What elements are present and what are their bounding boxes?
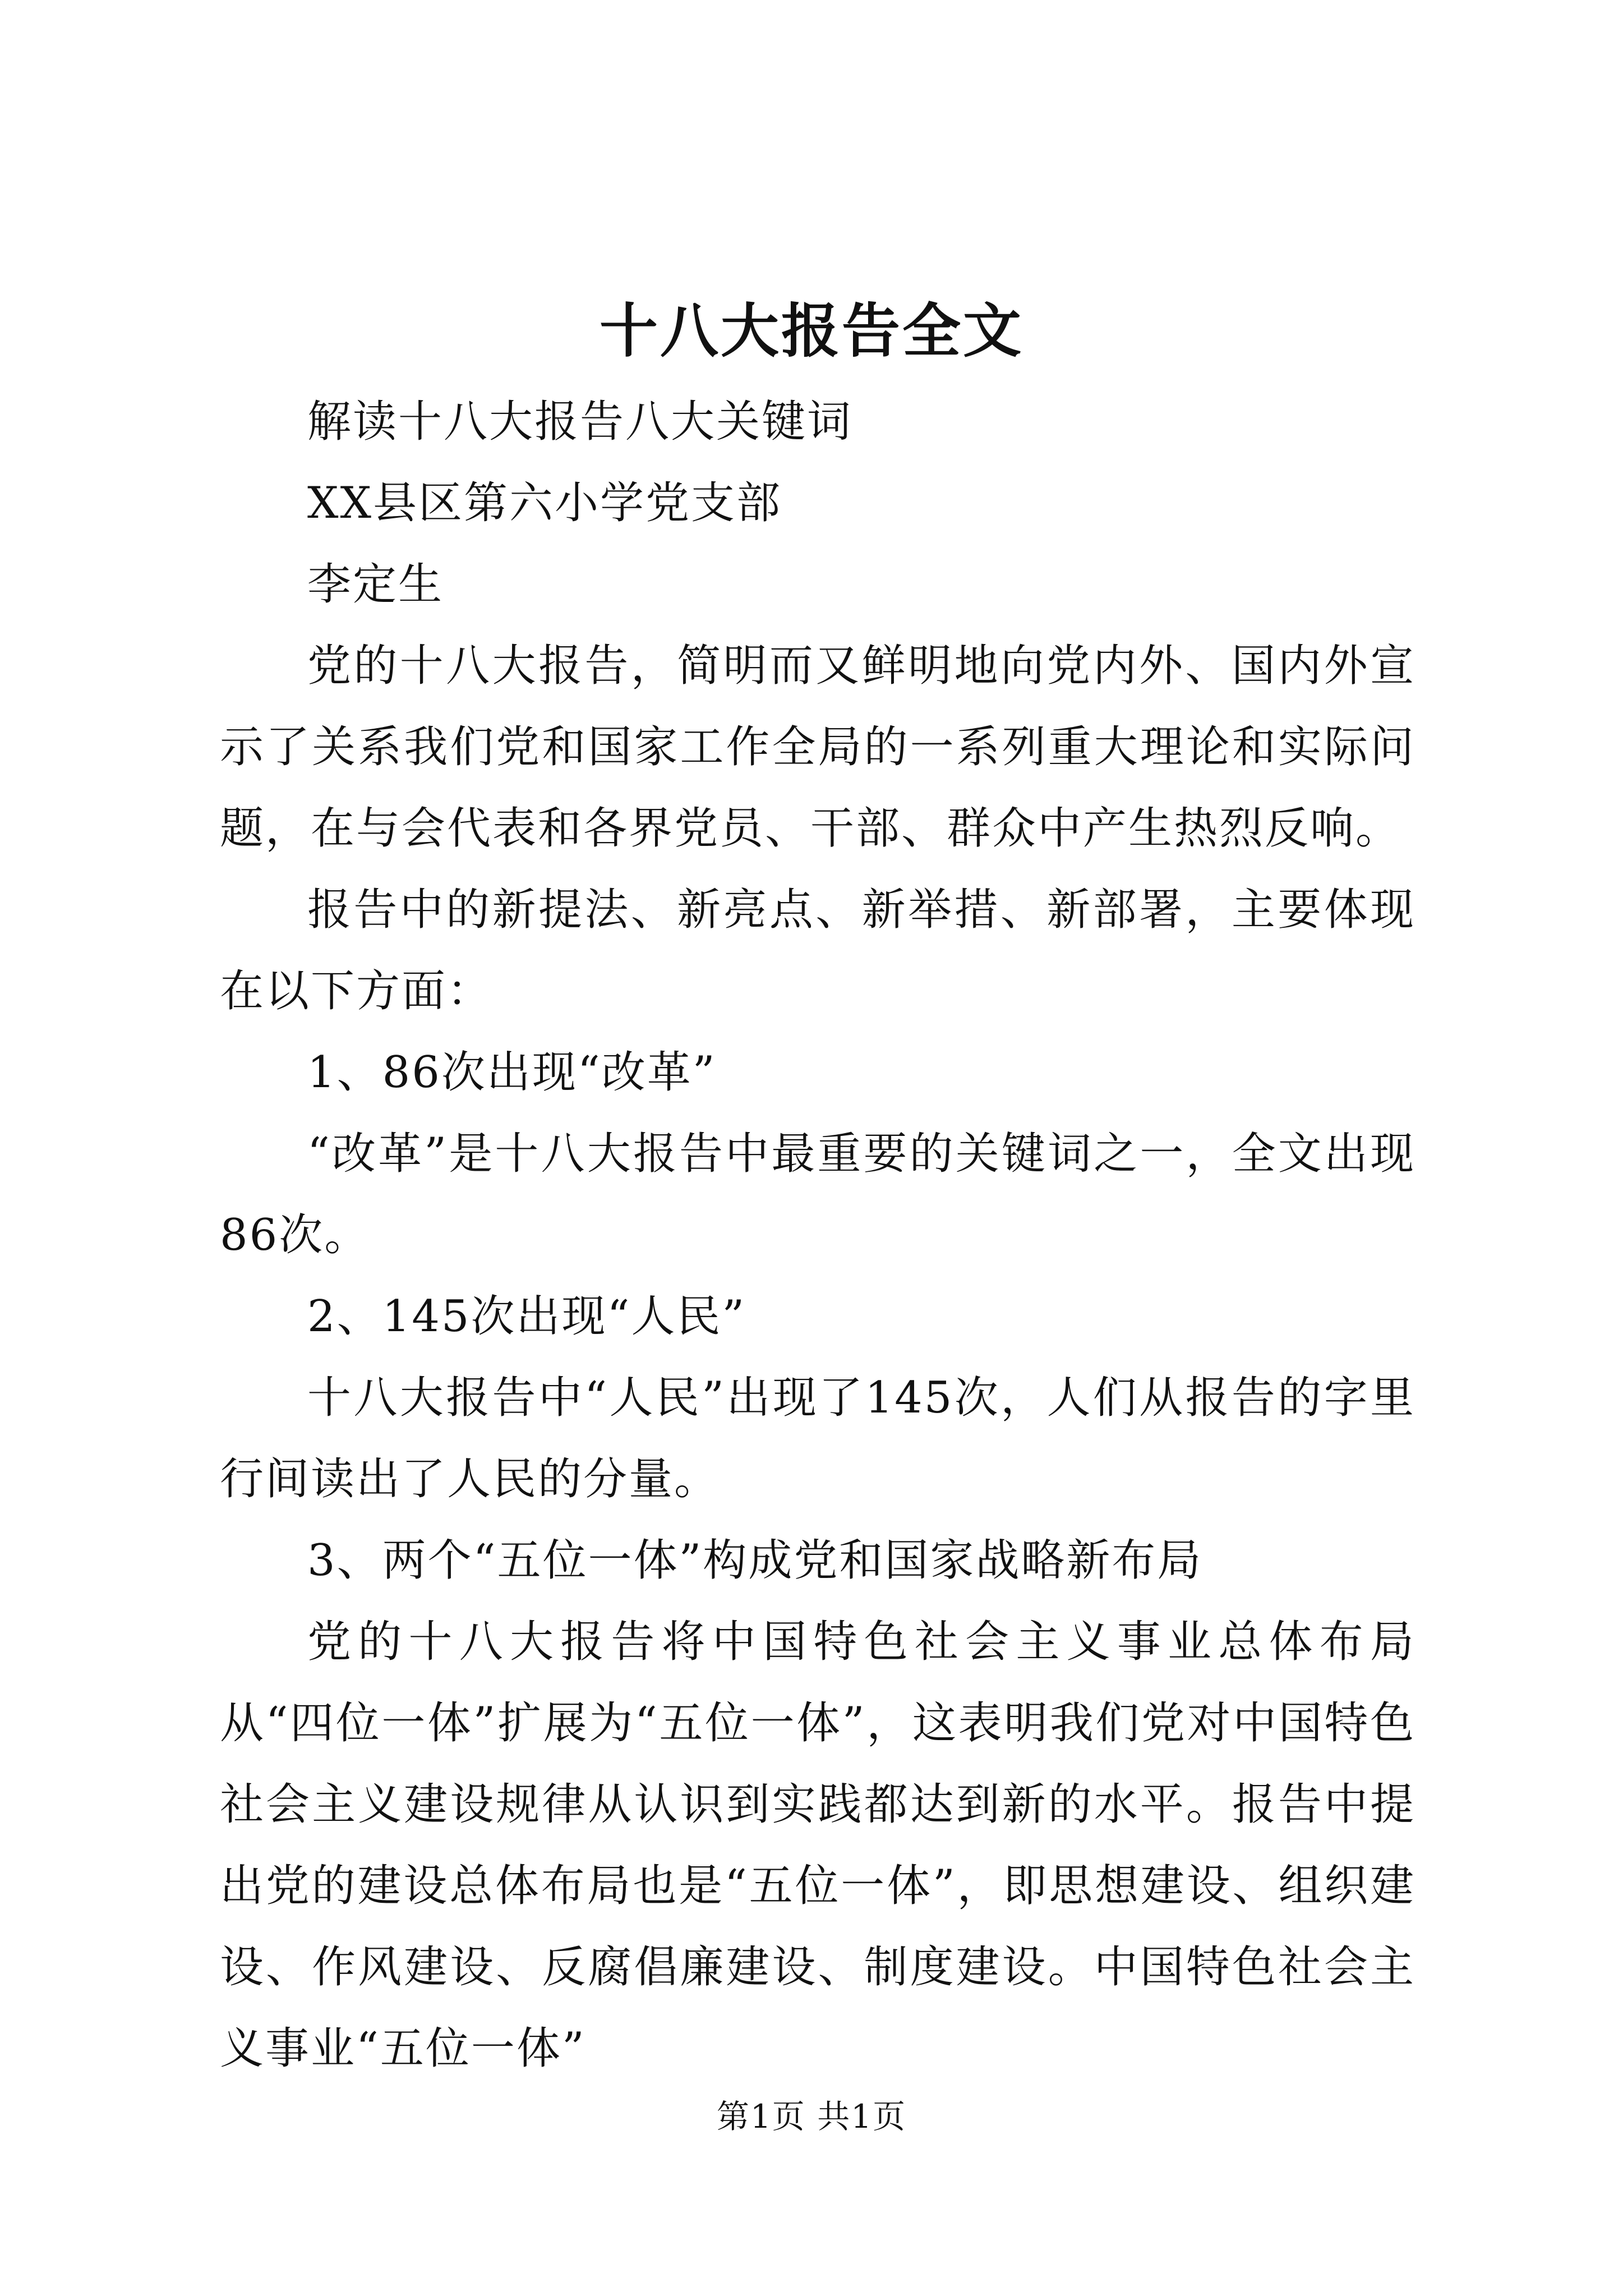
document-title: 十八大报告全文 — [599, 296, 1023, 365]
paragraph-intro: 党的十八大报告，简明而又鲜明地向党内外、国内外宣示了关系我们党和国家工作全局的一系列重大理论和实际问题，在与会代表和各界党员、干部、群众中产生热烈反响。 — [220, 641, 1415, 854]
page-footer: 第1页 共1页 — [716, 2097, 907, 2136]
paragraph-organization: XX县区第六小学党支部 — [307, 478, 782, 528]
document-body — [220, 381, 1415, 2090]
section-heading-people: 2、145次出现“人民” — [307, 1291, 746, 1342]
paragraph-subtitle: 解读十八大报告八大关键词 — [307, 397, 853, 447]
paragraph-five-in-one: 党的十八大报告将中国特色社会主义事业总体布局从“四位一体”扩展为“五位一体”，这表明我们党对中国特色社会主义建设规律从认识到实践都达到新的水平。报告中提出党的建设总体布局也是“五位一体”，即思想建设、组织建设、作风建设、反腐倡廉建设、制度建设。中国特色社会主义事业“五位一体” — [220, 1617, 1415, 2074]
section-heading-reform: 1、86次出现“改革” — [307, 1047, 717, 1098]
paragraph-reform: “改革”是十八大报告中最重要的关键词之一，全文出现86次。 — [220, 1129, 1415, 1260]
section-heading-five-in-one: 3、两个“五位一体”构成党和国家战略新布局 — [307, 1535, 1203, 1586]
paragraph-overview: 报告中的新提法、新亮点、新举措、新部署，主要体现在以下方面： — [220, 885, 1415, 1016]
paragraph-author: 李定生 — [307, 559, 444, 610]
paragraph-people: 十八大报告中“人民”出现了145次，人们从报告的字里行间读出了人民的分量。 — [220, 1373, 1415, 1504]
